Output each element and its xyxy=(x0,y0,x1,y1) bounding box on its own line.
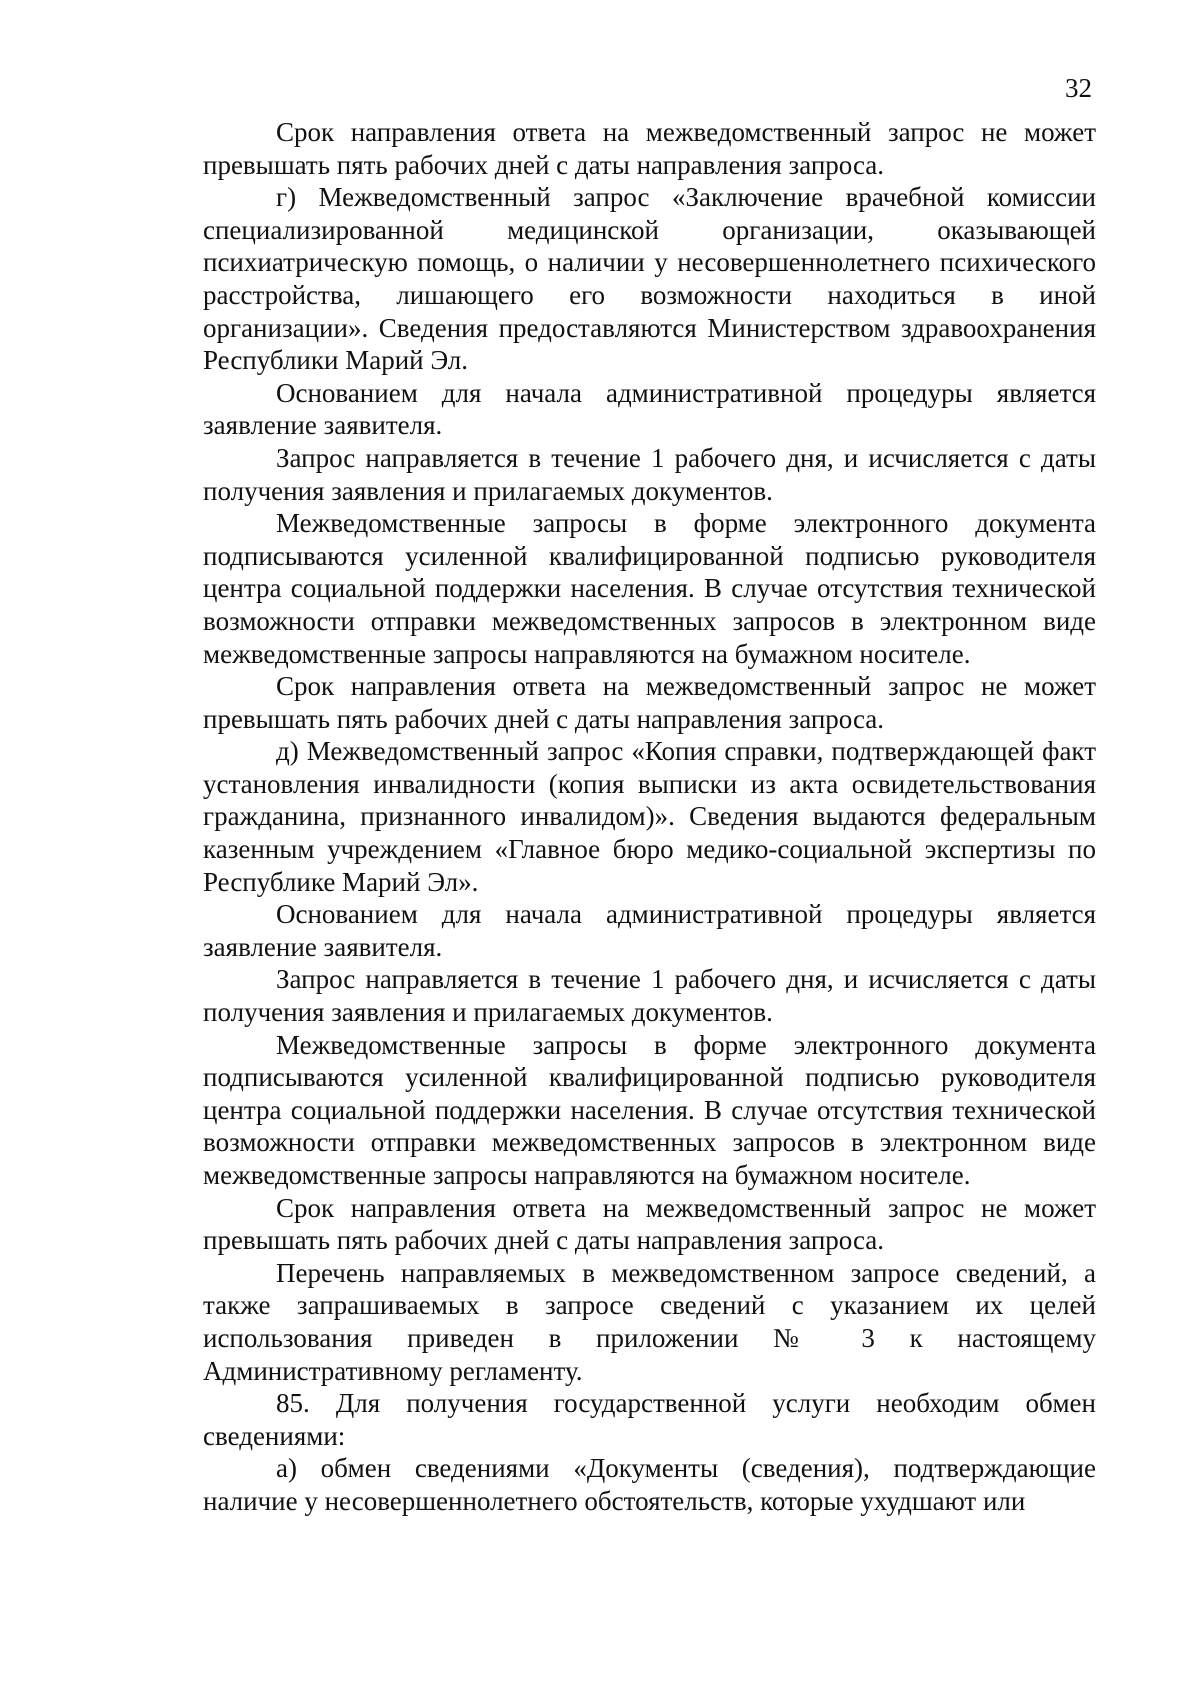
paragraph: Запрос направляется в течение 1 рабочего дня, и исчисляется с даты получения заявления и прилагаемых документов. xyxy=(203,964,1096,1028)
paragraph: а) обмен сведениями «Документы (сведения), подтверждающие наличие у несовершеннолетнего обстоятельств, которые ухудшают или xyxy=(203,1453,1096,1516)
paragraph: Перечень направляемых в межведомственном запросе сведений, а также запрашиваемых в запросе сведений с указанием их целей использования приведен в приложении № 3 к настоящему Административному регламенту. xyxy=(203,1257,1096,1386)
paragraph: Срок направления ответа на межведомственный запрос не может превышать пять рабочих дней с даты направления запроса. xyxy=(203,117,1096,180)
paragraph: Срок направления ответа на межведомственный запрос не может превышать пять рабочих дней с даты направления запроса. xyxy=(203,1192,1096,1256)
paragraph: Основанием для начала административной процедуры является заявление заявителя. xyxy=(203,377,1096,441)
document-body xyxy=(203,116,1096,1518)
paragraph: Запрос направляется в течение 1 рабочего дня, и исчисляется с даты получения заявления и прилагаемых документов. xyxy=(203,442,1096,506)
paragraph: Межведомственные запросы в форме электронного документа подписываются усиленной квалифицированной подписью руководителя центра социальной поддержки населения. В случае отсутствия технической возможности отправки межведомственных запросов в электронном виде межведомственные запросы направляются на бумажном носителе. xyxy=(203,1029,1096,1190)
paragraph: д) Межведомственный запрос «Копия справки, подтверждающей факт установления инвалидности (копия выписки из акта освидетельствования гражданина, признанного инвалидом)». Сведения выдаются федеральным казенным учреждением «Главное бюро медико-социальной экспертизы по Республике Марий Эл». xyxy=(203,736,1096,897)
paragraph: 85. Для получения государственной услуги необходим обмен сведениями: xyxy=(203,1388,1096,1451)
paragraph: Срок направления ответа на межведомственный запрос не может превышать пять рабочих дней с даты направления запроса. xyxy=(203,671,1096,734)
paragraph: г) Межведомственный запрос «Заключение врачебной комиссии специализированной медицинской организации, оказывающей психиатрическую помощь, о наличии у несовершеннолетнего психического расстройства, лишающего его возможности находиться в иной организации». Сведения предоставляются Министерством здравоохранения Республики Марий Эл. xyxy=(203,182,1096,376)
paragraph: Межведомственные запросы в форме электронного документа подписываются усиленной квалифицированной подписью руководителя центра социальной поддержки населения. В случае отсутствия технической возможности отправки межведомственных запросов в электронном виде межведомственные запросы направляются на бумажном носителе. xyxy=(203,508,1096,669)
page-number: 32 xyxy=(1065,73,1092,103)
paragraph: Основанием для начала административной процедуры является заявление заявителя. xyxy=(203,899,1096,962)
